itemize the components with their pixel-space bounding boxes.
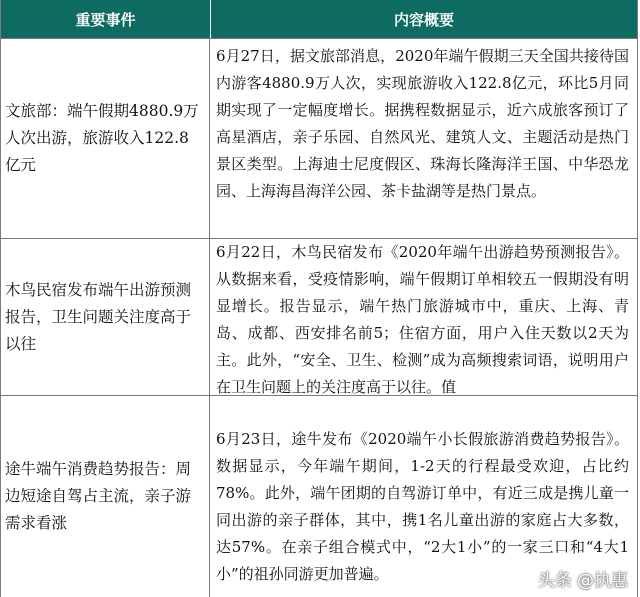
event-text: 途牛端午消费趋势报告：周边短途自驾占主流，亲子游需求看涨: [5, 460, 192, 532]
event-cell: [1, 239, 210, 395]
header-content-column: 内容概要: [393, 10, 454, 29]
table-row: [1, 238, 637, 395]
header-event-column: 重要事件: [1, 0, 211, 38]
table-header: [1, 0, 637, 38]
event-text: 木鸟民宿发布端午出游预测报告，卫生问题关注度高于以往: [5, 280, 192, 353]
source-watermark: 头条 @执惠: [537, 571, 628, 591]
content-cell: 6月27日，据文旅部消息，2020年端午假期三天全国共接待国内游客4880.9万人次，实现旅游收入122.8亿元，环比5月同期实现了一定幅度增长。据携程数据显示，近六成旅客预订了高星酒店，亲子乐园、自然风光、建筑人文、主题活动是热门景区类型。上海迪士尼度假区、珠海长隆海洋王国、中华恐龙园、上海海昌海洋公园、茶卡盐湖等是热门景点。: [216, 47, 629, 200]
content-cell: 6月22日，木鸟民宿发布《2020年端午出游趋势预测报告》。从数据来看，受疫情影响，端午假期订单相较五一假期没有明显增长。报告显示，端午热门旅游城市中，重庆、上海、青岛、成都、西安排名前5；住宿方面，用户入住天数以2天为主。此外，“安全、卫生、检测”成为高频搜索词语，说明用户在卫生问题上的关注度高于以往。值: [216, 243, 629, 395]
table-row: [1, 38, 637, 238]
event-text: 文旅部：端午假期4880.9万人次出游，旅游收入122.8亿元: [5, 102, 199, 174]
content-cell: 6月23日，途牛发布《2020端午小长假旅游消费趋势报告》。数据显示，今年端午期间，1-2天的行程最受欢迎，占比约78%。此外，端午团期的自驾游订单中，有近三成是携儿童一同出游的亲子群体，其中，携1名儿童出游的家庭占大多数，达57%。在亲子组合模式中，“2大1小”的一家三口和“4大1小”的祖孙同游更加普遍。: [216, 430, 629, 583]
event-cell: [1, 396, 210, 597]
event-cell: [1, 39, 210, 238]
